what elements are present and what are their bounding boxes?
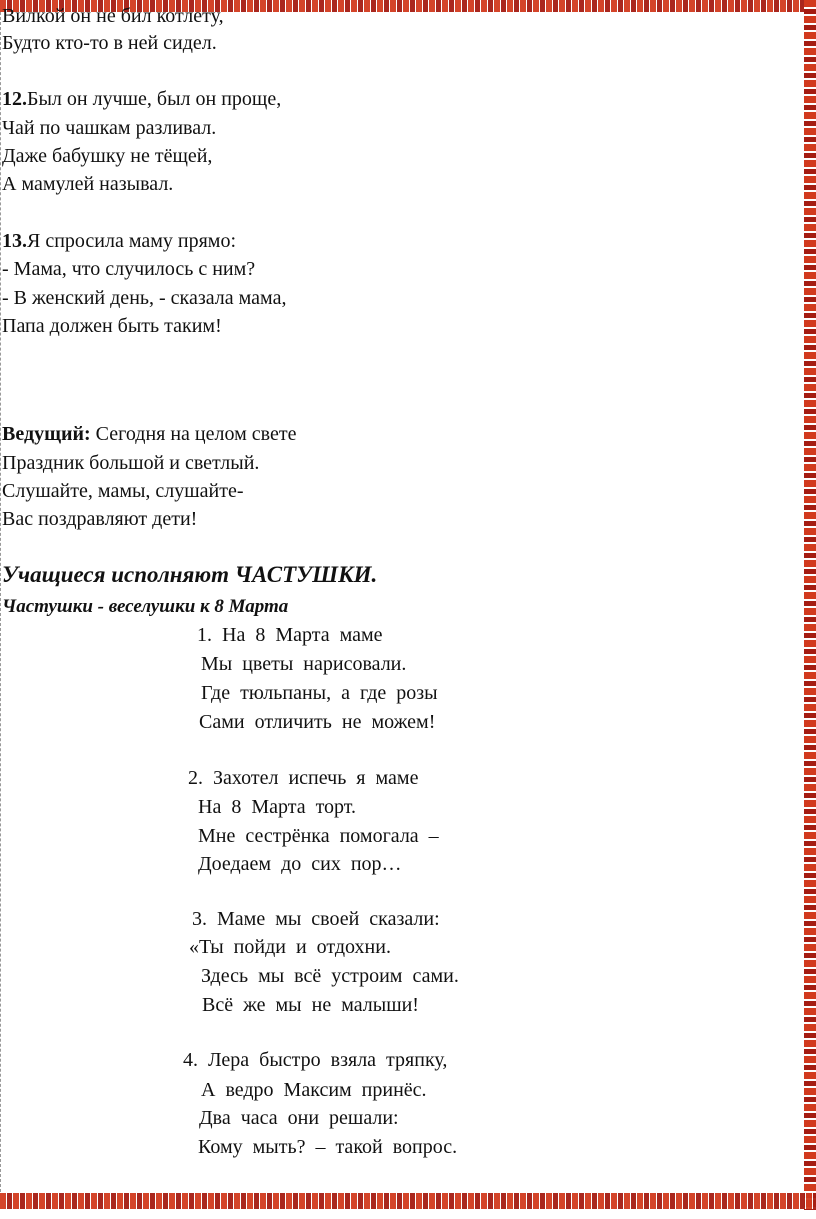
decorative-border-bottom: [0, 1193, 816, 1209]
host-line-3: Слушайте, мамы, слушайте-: [2, 480, 244, 502]
stanza-13-line-1: 13.Я спросила маму прямо:: [2, 230, 237, 252]
host-line-4: Вас поздравляют дети!: [2, 508, 198, 530]
host-line-2: Праздник большой и светлый.: [2, 452, 260, 474]
stanza-12-line-3: Даже бабушку не тёщей,: [2, 145, 213, 167]
chastushka-3-line-3: Здесь мы всё устроим сами.: [201, 965, 459, 987]
stanza-11-line-4: Будто кто-то в ней сидел.: [2, 32, 217, 54]
section-heading: Учащиеся исполняют ЧАСТУШКИ.: [2, 562, 378, 587]
stanza-12-number: 12.: [2, 88, 27, 110]
stanza-12-line-1: 12.Был он лучше, был он проще,: [2, 88, 282, 110]
stanza-13-line-3: - В женский день, - сказала мама,: [2, 287, 287, 309]
chastushka-3-line-2: «Ты пойди и отдохни.: [189, 936, 391, 958]
decorative-border-left: [0, 12, 1, 1192]
host-line-1: Ведущий: Сегодня на целом свете: [2, 423, 297, 445]
chastushka-2-line-1: 2. Захотел испечь я маме: [188, 767, 419, 789]
decorative-border-right: [804, 0, 816, 1210]
stanza-13-line-4: Папа должен быть таким!: [2, 315, 222, 337]
chastushka-4-line-2: А ведро Максим принёс.: [201, 1079, 427, 1101]
stanza-12-line-4: А мамулей называл.: [2, 173, 174, 195]
chastushka-1-line-3: Где тюльпаны, а где розы: [201, 682, 438, 704]
section-subheading: Частушки - веселушки к 8 Марта: [2, 596, 289, 617]
chastushka-2-line-2: На 8 Марта торт.: [198, 796, 357, 818]
chastushka-4-line-3: Два часа они решали:: [199, 1107, 399, 1129]
stanza-11-line-3: Вилкой он не бил котлету,: [2, 5, 224, 27]
chastushka-4-line-4: Кому мыть? – такой вопрос.: [198, 1136, 458, 1158]
chastushka-1-line-4: Сами отличить не можем!: [199, 711, 436, 733]
chastushka-4-line-1: 4. Лера быстро взяла тряпку,: [183, 1049, 448, 1071]
chastushka-3-line-1: 3. Маме мы своей сказали:: [192, 908, 440, 930]
chastushka-2-line-4: Доедаем до сих пор…: [198, 853, 402, 875]
stanza-12-line-2: Чай по чашкам разливал.: [2, 117, 217, 139]
host-label: Ведущий:: [2, 423, 91, 445]
chastushka-1-line-1: 1. На 8 Марта маме: [197, 624, 383, 646]
stanza-13-line-2: - Мама, что случилось с ним?: [2, 258, 256, 280]
chastushka-1-line-2: Мы цветы нарисовали.: [201, 653, 407, 675]
stanza-13-number: 13.: [2, 230, 27, 252]
chastushka-2-line-3: Мне сестрёнка помогала –: [198, 825, 439, 847]
chastushka-3-line-4: Всё же мы не малыши!: [202, 994, 419, 1016]
